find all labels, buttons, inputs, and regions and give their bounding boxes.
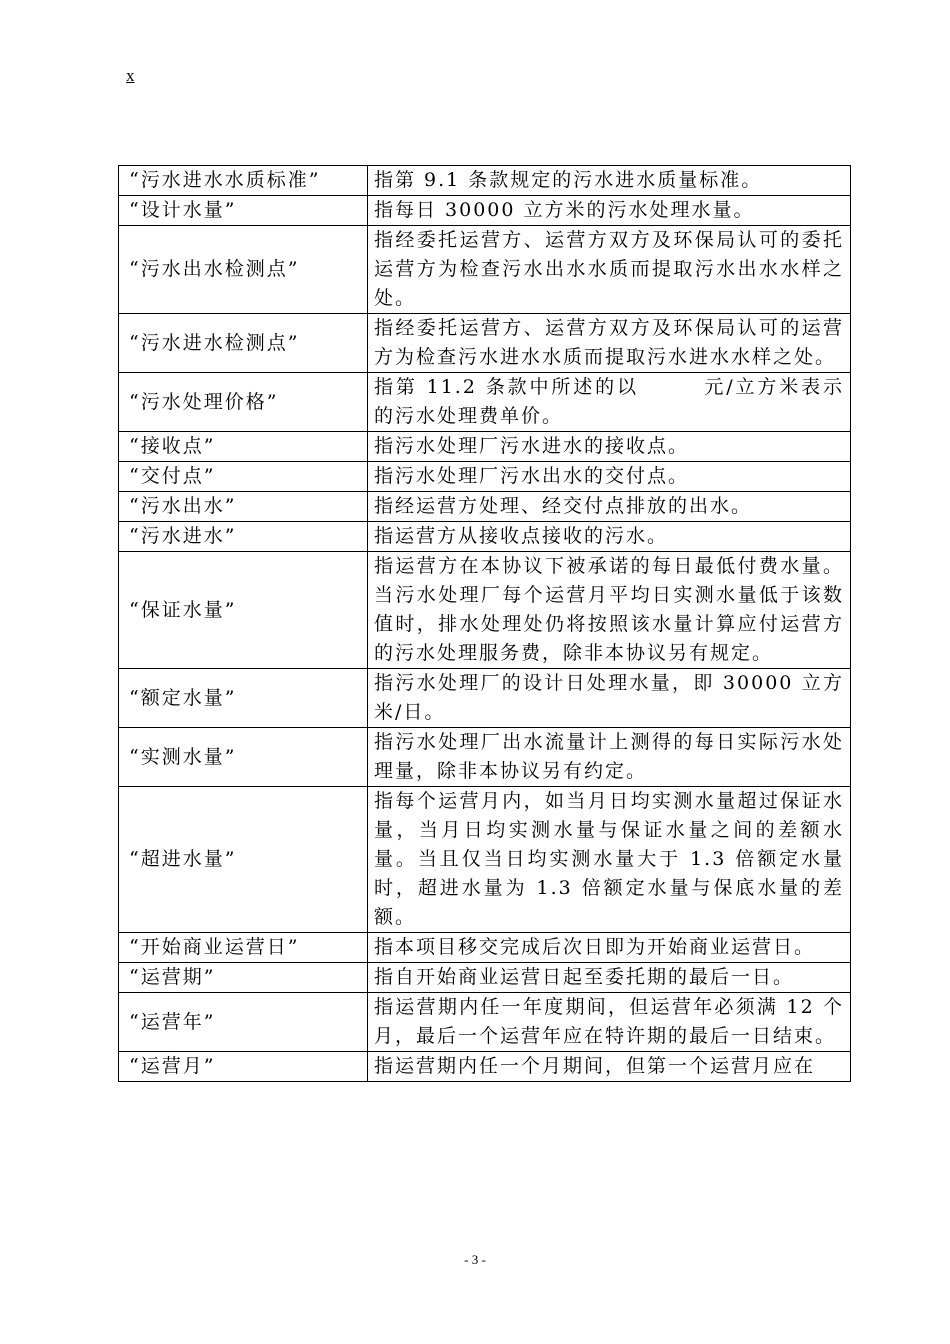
table-row xyxy=(119,933,851,963)
term-cell: “运营年” xyxy=(119,993,368,1052)
definition-cell: 指经委托运营方、运营方双方及环保局认可的运营方为检查污水进水水质而提取污水进水水样之处。 xyxy=(368,314,851,373)
definition-cell: 指运营期内任一个月期间，但第一个运营月应在 xyxy=(368,1052,851,1082)
table-row xyxy=(119,669,851,728)
definition-cell: 指本项目移交完成后次日即为开始商业运营日。 xyxy=(368,933,851,963)
definition-cell: 指经委托运营方、运营方双方及环保局认可的委托运营方为检查污水出水水质而提取污水出水水样之处。 xyxy=(368,226,851,314)
table-row xyxy=(119,1052,851,1082)
definitions-table-body xyxy=(119,166,851,1082)
definition-cell: 指污水处理厂出水流量计上测得的每日实际污水处理量，除非本协议另有约定。 xyxy=(368,728,851,787)
definition-cell: 指每个运营月内，如当月日均实测水量超过保证水量，当月日均实测水量与保证水量之间的差额水量。当且仅当日均实测水量大于 1.3 倍额定水量时，超进水量为 1.3 倍额定水量与保底水量的差额。 xyxy=(368,787,851,933)
term-cell: “运营月” xyxy=(119,1052,368,1082)
table-row xyxy=(119,552,851,669)
definition-cell: 指运营方从接收点接收的污水。 xyxy=(368,522,851,552)
term-cell: “污水进水” xyxy=(119,522,368,552)
page-number: - 3 - xyxy=(464,1252,486,1267)
term-cell: “交付点” xyxy=(119,462,368,492)
definitions-table xyxy=(118,165,851,1082)
term-cell: “运营期” xyxy=(119,963,368,993)
table-row xyxy=(119,728,851,787)
definition-cell: 指污水处理厂污水出水的交付点。 xyxy=(368,462,851,492)
table-row xyxy=(119,492,851,522)
term-cell: “开始商业运营日” xyxy=(119,933,368,963)
table-row xyxy=(119,432,851,462)
definition-cell: 指运营方在本协议下被承诺的每日最低付费水量。当污水处理厂每个运营月平均日实测水量低于该数值时，排水处理处仍将按照该水量计算应付运营方的污水处理服务费，除非本协议另有规定。 xyxy=(368,552,851,669)
term-cell: “污水出水” xyxy=(119,492,368,522)
table-row xyxy=(119,462,851,492)
table-row xyxy=(119,226,851,314)
table-row xyxy=(119,787,851,933)
term-cell: “接收点” xyxy=(119,432,368,462)
definition-cell: 指污水处理厂的设计日处理水量，即 30000 立方米/日。 xyxy=(368,669,851,728)
table-row xyxy=(119,373,851,432)
table-row xyxy=(119,522,851,552)
term-cell: “设计水量” xyxy=(119,196,368,226)
definition-cell: 指第 9.1 条款规定的污水进水质量标准。 xyxy=(368,166,851,196)
term-cell: “额定水量” xyxy=(119,669,368,728)
term-cell: “污水进水检测点” xyxy=(119,314,368,373)
definition-cell: 指污水处理厂污水进水的接收点。 xyxy=(368,432,851,462)
definition-cell: 指每日 30000 立方米的污水处理水量。 xyxy=(368,196,851,226)
term-cell: “实测水量” xyxy=(119,728,368,787)
definition-cell: 指经运营方处理、经交付点排放的出水。 xyxy=(368,492,851,522)
table-row xyxy=(119,314,851,373)
term-cell: “污水处理价格” xyxy=(119,373,368,432)
table-row xyxy=(119,166,851,196)
term-cell: “污水进水水质标准” xyxy=(119,166,368,196)
table-row xyxy=(119,196,851,226)
term-cell: “超进水量” xyxy=(119,787,368,933)
table-row xyxy=(119,993,851,1052)
definition-cell: 指第 11.2 条款中所述的以 元/立方米表示的污水处理费单价。 xyxy=(368,373,851,432)
header-mark: x xyxy=(126,66,135,85)
table-row xyxy=(119,963,851,993)
term-cell: “污水出水检测点” xyxy=(119,226,368,314)
definition-cell: 指运营期内任一年度期间，但运营年必须满 12 个月，最后一个运营年应在特许期的最后一日结束。 xyxy=(368,993,851,1052)
definition-cell: 指自开始商业运营日起至委托期的最后一日。 xyxy=(368,963,851,993)
term-cell: “保证水量” xyxy=(119,552,368,669)
